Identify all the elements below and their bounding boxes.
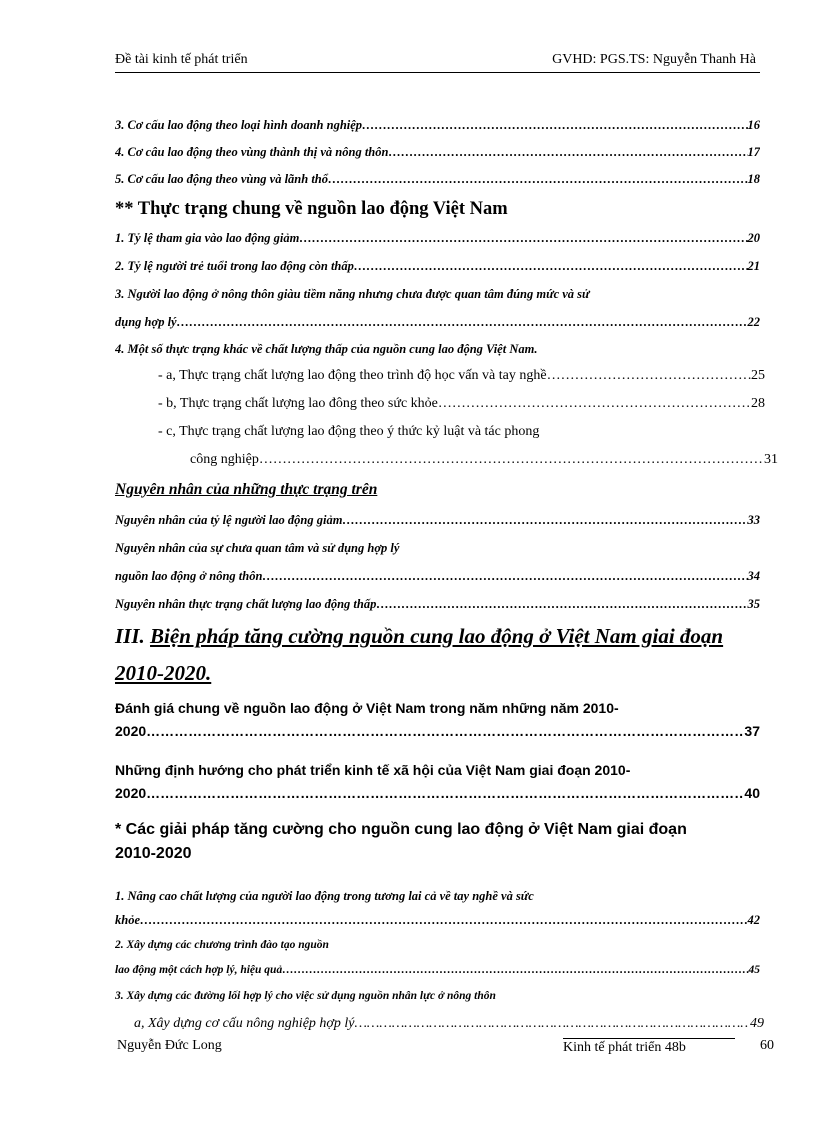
toc-entry-text: nguồn lao động ở nông thôn xyxy=(115,569,263,583)
header-advisor: GVHD: PGS.TS: Nguyễn Thanh Hà xyxy=(552,52,756,67)
toc-entry-page: 49 xyxy=(750,1016,764,1031)
toc-entry xyxy=(115,315,760,330)
toc-entry-page: 42 xyxy=(747,913,760,927)
toc-entry-line: 1. Nâng cao chất lượng của người lao động trong tương lai cả về tay nghề và sức xyxy=(115,889,534,903)
toc-entry xyxy=(115,597,760,612)
toc-sub-entry xyxy=(158,368,765,384)
toc-entry-page: 22 xyxy=(747,315,760,329)
toc-entry xyxy=(115,145,760,160)
header-topic: Đề tài kinh tế phát triển xyxy=(115,52,248,67)
toc-entry xyxy=(115,231,760,246)
footer-class: Kinh tế phát triển 48b xyxy=(563,1038,735,1060)
chapter-title-line2: 2010-2020. xyxy=(115,661,212,685)
toc-entry xyxy=(115,259,760,274)
toc-entry-text: 2020 xyxy=(115,723,147,739)
toc-entry-page: 37 xyxy=(744,723,760,739)
page-footer xyxy=(115,1038,775,1060)
toc-entry-text: 5. Cơ cấu lao động theo vùng và lãnh thổ xyxy=(115,172,328,186)
section-heading: ** Thực trạng chung về nguồn lao động Việt Nam xyxy=(115,199,508,219)
toc-entry-page: 20 xyxy=(747,231,760,245)
page-header xyxy=(115,50,760,73)
toc-entry-line: Những định hướng cho phát triển kinh tế xã hội của Việt Nam giai đoạn 2010- xyxy=(115,762,631,778)
toc-entry-page: 45 xyxy=(748,964,760,976)
toc-sub-entry-line: - c, Thực trạng chất lượng lao động theo ý thức kỷ luật và tác phong xyxy=(158,424,540,439)
toc-entry-page: 18 xyxy=(747,172,760,186)
toc-entry-line: 4. Một số thực trạng khác về chất lượng thấp của nguồn cung lao động Việt Nam. xyxy=(115,342,538,356)
toc-entry-text: - a, Thực trạng chất lượng lao động theo trình độ học vấn và tay nghề xyxy=(158,368,547,383)
toc-entry-text: 4. Cơ câu lao động theo vùng thành thị và nông thôn xyxy=(115,145,389,159)
toc-entry-text: 1. Tỷ lệ tham gia vào lao động giảm xyxy=(115,231,300,245)
toc-entry xyxy=(115,964,760,976)
section-heading: Nguyên nhân của những thực trạng trên xyxy=(115,481,378,498)
toc-entry-line: Đánh giá chung về nguồn lao động ở Việt Nam trong năm những năm 2010- xyxy=(115,700,619,716)
toc-entry-page: 28 xyxy=(751,396,765,411)
toc-entry-text: 3. Cơ cấu lao động theo loại hình doanh nghiệp xyxy=(115,118,363,132)
toc-sub-entry xyxy=(134,1016,764,1032)
toc-entry-text: công nghiệp xyxy=(190,452,259,467)
toc-entry-text: dụng hợp lý xyxy=(115,315,177,329)
toc-entry-text: lao động một cách hợp lý, hiệu quả xyxy=(115,964,283,976)
toc-entry xyxy=(115,513,760,528)
toc-entry-line: 2. Xây dựng các chương trình đào tạo nguồn xyxy=(115,939,329,951)
toc-entry-line: 3. Xây dựng các đường lối hợp lý cho việc sử dụng nguồn nhân lực ở nông thôn xyxy=(115,990,496,1002)
toc-entry-page: 21 xyxy=(747,259,760,273)
toc-entry-page: 25 xyxy=(751,368,765,383)
toc-entry-text: Nguyên nhân của tỷ lệ người lao động giảm xyxy=(115,513,343,527)
toc-entry-line: Nguyên nhân của sự chưa quan tâm và sử dụng hợp lý xyxy=(115,541,400,555)
section-heading: * Các giải pháp tăng cường cho nguồn cung lao động ở Việt Nam giai đoạn xyxy=(115,821,687,838)
chapter-title: Biện pháp tăng cường nguồn cung lao động ở Việt Nam giai đoạn xyxy=(150,624,724,648)
toc-entry-text: a, Xây dựng cơ cấu nông nghiệp hợp lý xyxy=(134,1016,355,1031)
toc-entry-page: 16 xyxy=(747,118,760,132)
toc-entry xyxy=(115,913,760,928)
toc-entry xyxy=(115,785,760,801)
footer-page-number: 60 xyxy=(760,1038,774,1053)
toc-entry-text: - b, Thực trạng chất lượng lao đông theo sức khỏe xyxy=(158,396,438,411)
toc-entry-line: 3. Người lao động ở nông thôn giàu tiềm năng nhưng chưa được quan tâm đúng mức và sử xyxy=(115,287,590,301)
toc-entry-text: 2. Tỷ lệ người trẻ tuổi trong lao động còn thấp xyxy=(115,259,354,273)
toc-entry xyxy=(115,569,760,584)
toc-entry-page: 34 xyxy=(747,569,760,583)
toc-entry-page: 35 xyxy=(747,597,760,611)
section-heading-line2: 2010-2020 xyxy=(115,845,192,862)
toc-entry-page: 40 xyxy=(744,785,760,801)
toc-entry-text: khỏe xyxy=(115,913,140,927)
toc-entry-text: 2020 xyxy=(115,785,147,801)
toc-entry-page: 33 xyxy=(747,513,760,527)
chapter-number: III. xyxy=(115,624,145,648)
toc-entry xyxy=(115,118,760,133)
toc-entry xyxy=(115,172,760,187)
toc-entry-text: Nguyên nhân thực trạng chất lượng lao động thấp xyxy=(115,597,377,611)
toc-entry-page: 17 xyxy=(747,145,760,159)
toc-sub-entry xyxy=(190,452,778,468)
toc-entry-page: 31 xyxy=(764,452,778,467)
footer-author: Nguyễn Đức Long xyxy=(117,1038,222,1053)
toc-entry xyxy=(115,723,760,739)
chapter-heading xyxy=(115,624,765,685)
toc-sub-entry xyxy=(158,396,765,412)
